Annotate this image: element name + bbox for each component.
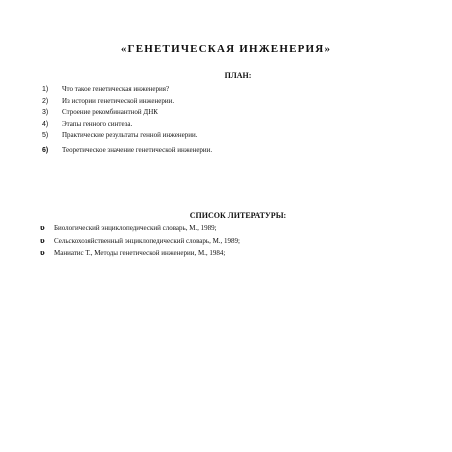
plan-item-number: 4) <box>42 120 49 128</box>
bullet-icon: ʋ <box>40 249 45 257</box>
plan-item-number: 3) <box>42 109 49 116</box>
plan-item-text: Что такое генетическая инженерия? <box>62 85 170 93</box>
plan-item-text: Теоретическое значение генетической инженерии. <box>62 145 213 154</box>
literature-item-text: Биологический энциклопедический словарь, М., 1989; <box>54 224 217 232</box>
plan-item-text: Этапы генного синтеза. <box>62 119 133 128</box>
plan-heading: ПЛАН: <box>224 71 252 80</box>
literature-item-text: Сельскохозяйственный энциклопедический словарь, М., 1989; <box>54 236 241 245</box>
bullet-icon: ʋ <box>40 224 45 232</box>
document-title: «ГЕНЕТИЧЕСКАЯ ИНЖЕНЕРИЯ» <box>120 43 332 55</box>
plan-item-text: Из истории генетической инженерии. <box>62 96 175 105</box>
plan-item-number: 2) <box>42 97 49 105</box>
literature-heading: СПИСОК ЛИТЕРАТУРЫ: <box>189 211 287 220</box>
bullet-icon: ʋ <box>40 236 45 245</box>
plan-item-text: Практические результаты генной инженерии. <box>62 131 198 139</box>
literature-item-text: Маниатис Т., Методы генетической инженерии, М., 1984; <box>54 249 226 257</box>
plan-item-number: 6) <box>42 146 49 154</box>
plan-item-number: 5) <box>42 132 49 139</box>
plan-item-number: 1) <box>42 86 49 93</box>
plan-item-text: Строение рекомбинантной ДНК <box>62 108 158 116</box>
